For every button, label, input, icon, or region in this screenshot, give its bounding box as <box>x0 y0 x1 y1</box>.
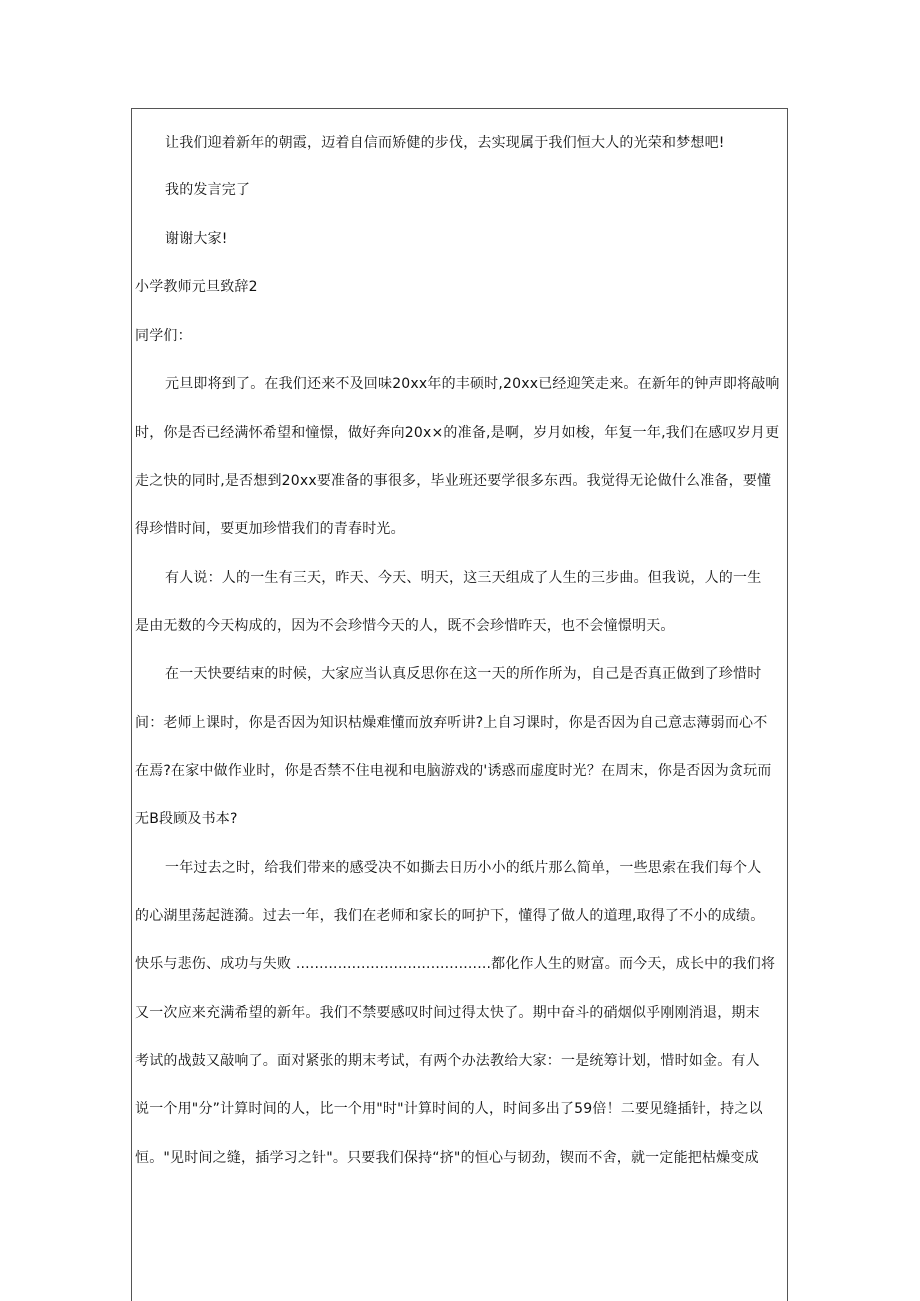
paragraph-line: 恒。"见时间之缝，插学习之针"。只要我们保持“挤"的恒心与韧劲，锲而不舍，就一定能把枯燥变成 <box>135 1150 759 1166</box>
paragraph-line: 在一天快要结束的时候，大家应当认真反思你在这一天的所作所为，自己是否真正做到了珍惜时 <box>165 666 762 682</box>
paragraph-line: 间：老师上课时，你是否因为知识枯燥难懂而放弃听讲?上自习课时，你是否因为自己意志薄弱而心不 <box>135 715 768 731</box>
salutation: 同学们： <box>135 328 192 344</box>
paragraph-line: 一年过去之时，给我们带来的感受决不如撕去日历小小的纸片那么简单，一些思索在我们每个人 <box>165 860 762 876</box>
paragraph-line: 谢谢大家! <box>165 231 228 247</box>
paragraph-line: 走之快的同时,是否想到20xx要准备的事很多，毕业班还要学很多东西。我觉得无论做什么准备，要懂 <box>135 473 772 489</box>
paragraph-line: 考试的战鼓又敲响了。面对紧张的期末考试，有两个办法教给大家：一是统筹计划，惜时如金。有人 <box>135 1053 760 1069</box>
paragraph-line: 在焉?在家中做作业时，你是否禁不住电视和电脑游戏的'诱惑而虚度时光？在周末，你是否因为贪玩而 <box>135 763 772 779</box>
section-heading: 小学教师元旦致辞2 <box>135 279 258 295</box>
paragraph-line: 让我们迎着新年的朝霞，迈着自信而矫健的步伐，去实现属于我们恒大人的光荣和梦想吧! <box>165 135 725 151</box>
paragraph-line: 元旦即将到了。在我们还来不及回味20xx年的丰硕时,20xx已经迎笑走来。在新年的钟声即将敲响 <box>165 376 780 392</box>
paragraph-line: 得珍惜时间，要更加珍惜我们的青春时光。 <box>135 521 405 537</box>
paragraph-line: 时，你是否已经满怀希望和憧憬，做好奔向20x×的准备,是啊，岁月如梭，年复一年,我们在感叹岁月更 <box>135 425 780 441</box>
paragraph-line: 说一个用"分”计算时间的人，比一个用"时"计算时间的人，时间多出了59倍！二要见缝插针，持之以 <box>135 1101 763 1117</box>
paragraph-line: 无B段顾及书本? <box>135 811 238 827</box>
paragraph-line: 我的发言完了 <box>165 182 251 198</box>
paragraph-line: 是由无数的今天构成的，因为不会珍惜今天的人，既不会珍惜昨天，也不会憧憬明天。 <box>135 618 675 634</box>
paragraph-line: 的心湖里荡起涟漪。过去一年，我们在老师和家长的呵护下，懂得了做人的道理,取得了不小的成绩。 <box>135 908 765 924</box>
paragraph-line: 又一次应来充满希望的新年。我们不禁要感叹时间过得太快了。期中奋斗的硝烟似乎刚刚消退，期末 <box>135 1005 760 1021</box>
paragraph-line: 有人说：人的一生有三天，昨天、今天、明天，这三天组成了人生的三步曲。但我说，人的一生 <box>165 570 762 586</box>
paragraph-line: 快乐与悲伤、成功与失败 ..........................................都化作人生的财富。而今天，成长中的我们将 <box>135 956 776 972</box>
